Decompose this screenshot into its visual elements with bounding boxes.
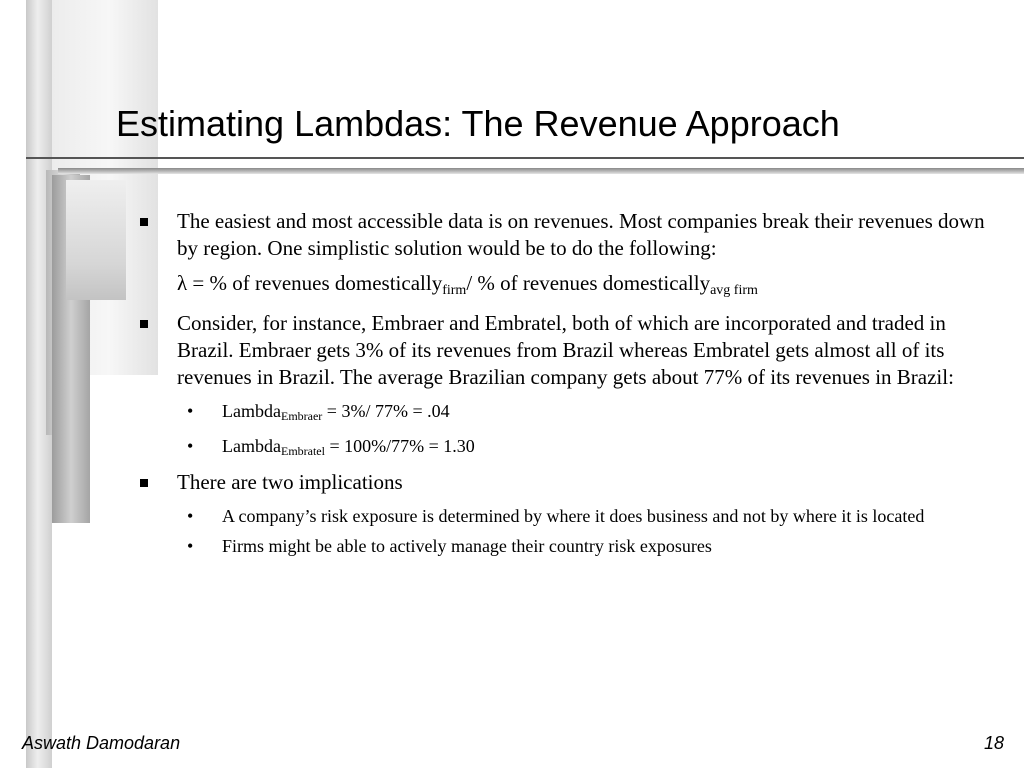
square-bullet-icon: [140, 479, 148, 487]
square-bullet-icon: [140, 320, 148, 328]
dot-bullet-icon: •: [187, 436, 194, 456]
dot-bullet-icon: •: [187, 536, 194, 556]
sub-bullet-manage-risk: • Firms might be able to actively manage their country risk exposures: [187, 536, 712, 556]
title-divider: [26, 157, 1024, 159]
slide-body: [135, 208, 995, 564]
bullet-revenues: [135, 208, 995, 262]
square-bullet-icon: [140, 218, 148, 226]
sub-bullet-lambda-embratel: • Lambda$_{Embratel}$ = 100%/77% = 1.30: [187, 436, 475, 458]
decorative-bar-short: [66, 180, 126, 300]
page-number: 18: [983, 733, 1004, 753]
title-divider-shadow: [58, 168, 1024, 174]
bullet-text: There are two implications: [177, 470, 403, 494]
bullet-embraer-embratel: [135, 310, 995, 391]
bullet-implications: [135, 469, 995, 496]
footer-author: Aswath Damodaran: [22, 733, 181, 753]
sub-bullet-lambda-embraer: • Lambda$_{Embraer}$ = 3%/ 77% = .04: [187, 401, 450, 423]
dot-bullet-icon: •: [187, 401, 194, 421]
dot-bullet-icon: •: [187, 506, 194, 526]
bullet-text: The easiest and most accessible data is on revenues. Most companies break their revenues down by region. One simplistic solution would be to do the following:: [177, 209, 985, 260]
lambda-formula: λ = % of revenues domestically$_{firm}$/ % of revenues domestically$_{avg firm}$: [177, 271, 758, 298]
sub-bullet-risk-exposure: • A company’s risk exposure is determined by where it does business and not by where it is located: [187, 506, 925, 526]
bullet-text: Consider, for instance, Embraer and Embratel, both of which are incorporated and traded in Brazil. Embraer gets 3% of its revenues from Brazil whereas Embratel gets almost all of its revenues in Brazil. The average Brazilian company gets about 77% of its revenues in Brazil:: [177, 311, 954, 389]
slide-title: Estimating Lambdas: The Revenue Approach: [116, 103, 840, 144]
